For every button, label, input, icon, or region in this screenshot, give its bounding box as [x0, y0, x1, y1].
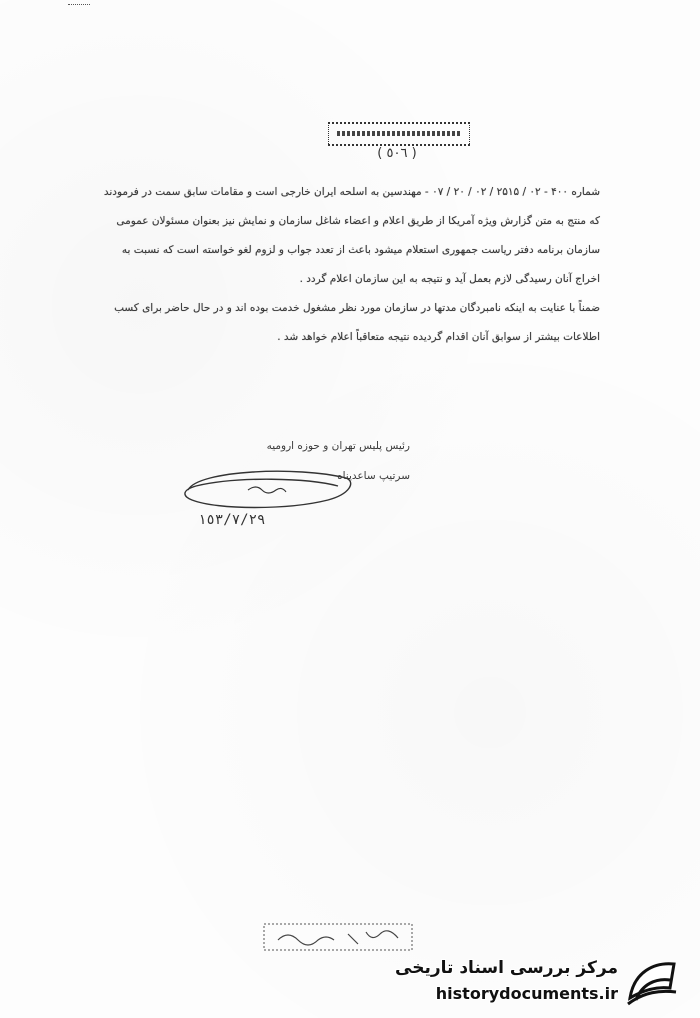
- book-page-icon: [624, 958, 680, 1010]
- header-number: ( ٥٠٦ ): [377, 146, 417, 161]
- signatory-name: سرتیپ ساعدپناه: [337, 470, 410, 482]
- header-stamp-box: [328, 122, 470, 146]
- bottom-stamp: [258, 918, 418, 958]
- watermark-title: مرکز بررسی اسناد تاریخی: [395, 958, 618, 978]
- scan-corner-mark: [68, 4, 90, 7]
- signatory-title: رئیس پلیس تهران و حوزه ارومیه: [266, 440, 410, 452]
- header-stamp: [322, 120, 472, 164]
- body-paragraph-2: ضمناً با عنایت به اینکه نامبردگان مدتها در سازمان مورد نظر مشغول خدمت بوده اند و در حال حاضر برای کسب اطلاعات بیشتر از سوابق آنان اقدام گردیده نتیجه متعاقباً اعلام خواهد شد .: [114, 302, 600, 343]
- handwritten-signature: [178, 460, 358, 516]
- body-paragraph-1: شماره ۴۰۰ - ۰۲ / ۲۵۱۵ / ۰۲ / ۲۰ / ۰۷ - مهندسین به اسلحه ایران خارجی است و مقامات سابق سمت در فرمودند که منتج به متن گزارش ویژه آمریکا از طریق اعلام و اعضاء شاغل سازمان و نمایش نیز بعنوان مسئولان عمومی سازمان برنامه دفتر ریاست جمهوری استعلام میشود باعث از تعدد جواب و لزوم لغو خواسته است که نسبت به اخراج آنان رسیدگی لازم بعمل آید و نتیجه به این سازمان اعلام گردد .: [103, 186, 600, 285]
- signature-date: ١٥٣/٧/٢٩: [198, 512, 266, 528]
- letter-body: [95, 178, 600, 352]
- archive-watermark: [395, 952, 684, 1012]
- watermark-url: historydocuments.ir: [435, 984, 618, 1003]
